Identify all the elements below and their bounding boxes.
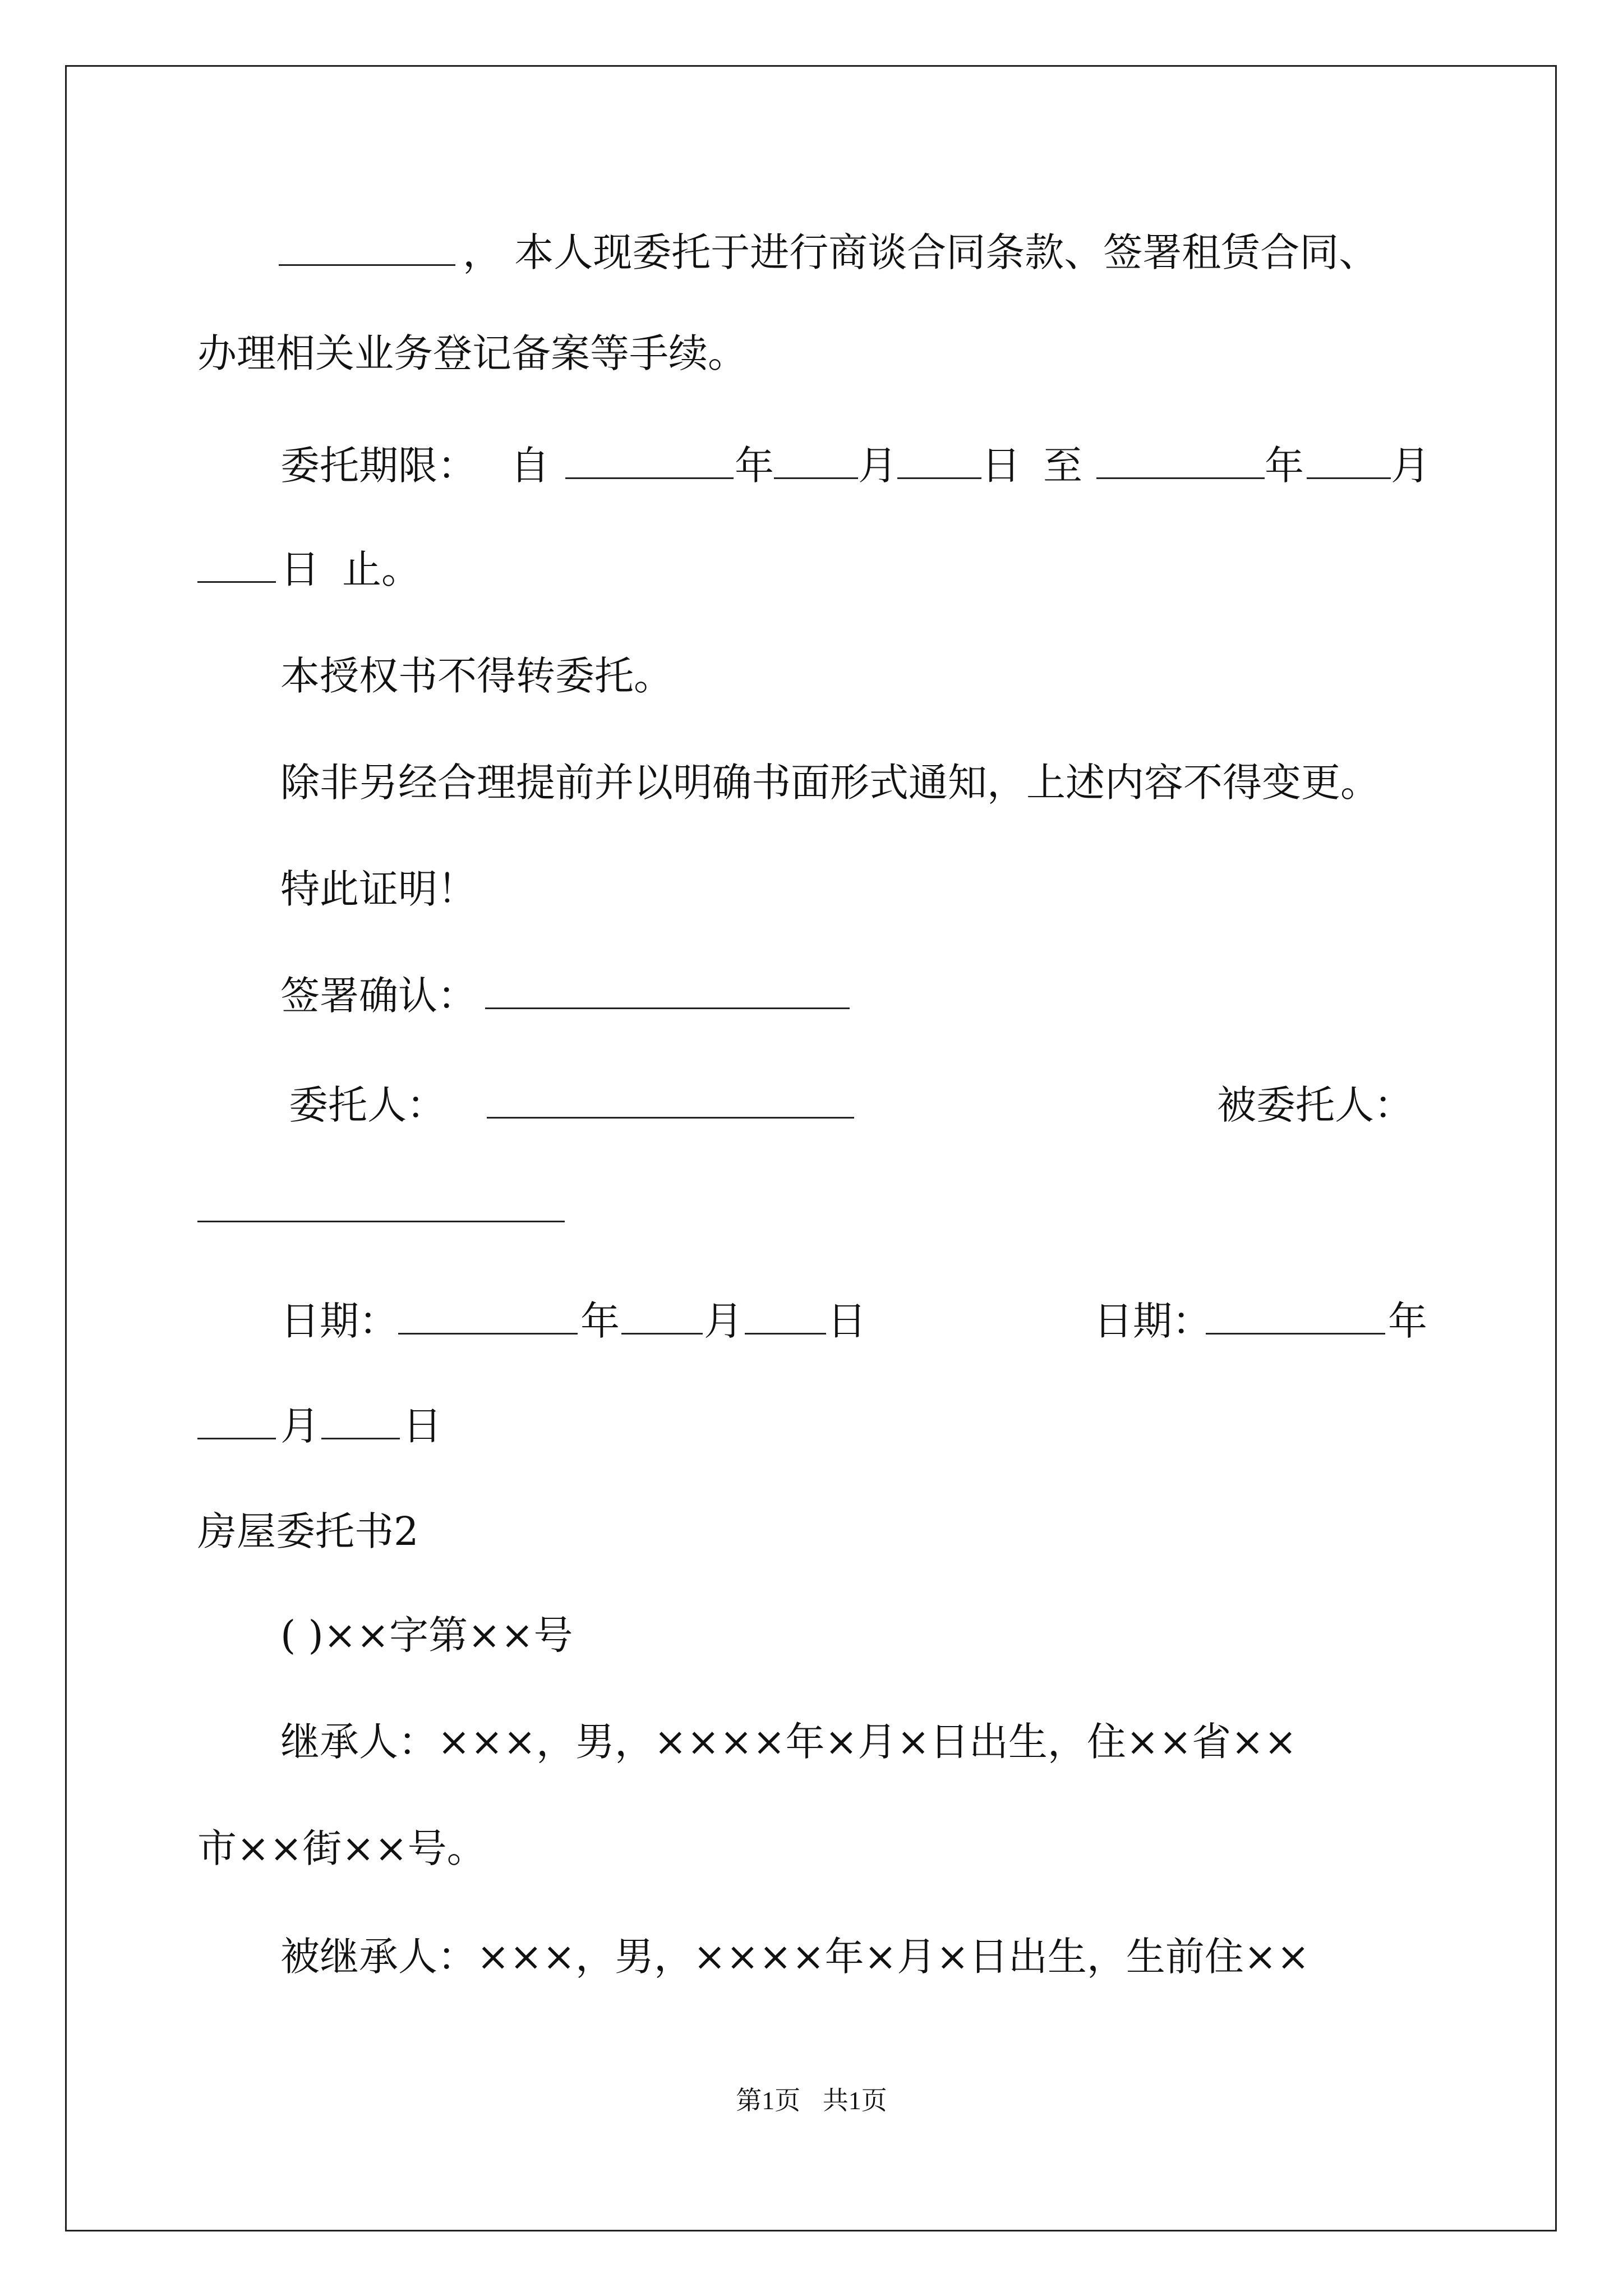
heir-line-1	[0, 1711, 1623, 1773]
heir-text-2: 市××街××号。	[197, 1825, 486, 1871]
blank-field	[897, 438, 981, 479]
intro-text-2: 办理相关业务登记备案等手续。	[197, 330, 747, 376]
blank-field	[279, 225, 455, 266]
intro-text-1: ， 本人现委托于进行商谈合同条款、签署租赁合同、	[463, 229, 1378, 275]
doc-number: ( )××字第××号	[280, 1612, 573, 1658]
date-year: 年	[580, 1298, 620, 1344]
term-line-1	[0, 435, 1623, 496]
blank-field	[197, 1181, 565, 1222]
footer-total: 共1页	[822, 2086, 887, 2115]
blank-field	[485, 968, 850, 1009]
term-to: 至	[1043, 443, 1082, 489]
date-label-2: 日期：	[1094, 1298, 1211, 1344]
blank-field	[774, 438, 858, 479]
heir-line-2	[0, 1818, 1623, 1879]
date-day-2: 日	[403, 1403, 442, 1449]
decedent-text-1: 被继承人：×××，男，××××年×月×日出生，生前住××	[280, 1934, 1310, 1980]
blank-field	[197, 542, 276, 583]
sign-line	[0, 965, 1623, 1027]
blank-field	[197, 1398, 276, 1439]
blank-field	[487, 1078, 854, 1119]
doc-number-line	[0, 1604, 1623, 1666]
blank-field	[621, 1294, 703, 1335]
blank-field	[321, 1398, 400, 1439]
term-from: 自	[510, 443, 550, 489]
blank-field	[1206, 1294, 1385, 1335]
page-footer	[0, 2084, 1623, 2118]
term-month-2: 月	[1391, 443, 1430, 489]
sign-label: 签署确认：	[280, 973, 477, 1019]
date-year-2: 年	[1388, 1298, 1427, 1344]
certify-line	[0, 858, 1623, 920]
term-end: 止。	[342, 546, 421, 592]
certify-text: 特此证明！	[280, 866, 477, 912]
heir-text-1: 继承人：×××，男，××××年×月×日出生，住××省××	[280, 1719, 1297, 1765]
blank-field	[1307, 438, 1391, 479]
date-label: 日期：	[280, 1298, 398, 1344]
blank-field	[398, 1294, 578, 1335]
agent-label: 被委托人：	[1217, 1082, 1413, 1128]
no-transfer-line	[0, 645, 1623, 707]
date-line-1	[0, 1290, 1623, 1352]
date-line-2	[0, 1395, 1623, 1457]
term-month: 月	[858, 443, 897, 489]
intro-line-2	[0, 323, 1623, 384]
no-transfer-text: 本授权书不得转委托。	[280, 653, 673, 699]
blank-field	[745, 1294, 826, 1335]
blank-field	[565, 438, 734, 479]
decedent-line-1	[0, 1926, 1623, 1987]
section2-title-line	[0, 1501, 1623, 1562]
principal-label: 委托人：	[289, 1082, 446, 1128]
page-border	[65, 65, 1557, 2231]
intro-line-1	[0, 222, 1623, 283]
parties-line	[0, 1074, 1623, 1136]
term-line-2	[0, 539, 1623, 600]
change-clause-text: 除非另经合理提前并以明确书面形式通知，上述内容不得变更。	[280, 760, 1380, 806]
footer-page: 第1页	[736, 2086, 801, 2115]
date-month-2: 月	[280, 1403, 320, 1449]
term-day-2: 日	[280, 546, 320, 592]
term-label: 委托期限：	[280, 443, 477, 489]
date-month: 月	[704, 1298, 743, 1344]
agent-blank-line	[0, 1178, 1623, 1240]
section2-title: 房屋委托书2	[197, 1508, 419, 1554]
term-day: 日	[981, 443, 1021, 489]
date-day: 日	[827, 1298, 866, 1344]
term-year-2: 年	[1265, 443, 1304, 489]
change-clause-line	[0, 752, 1623, 813]
blank-field	[1096, 438, 1265, 479]
term-year: 年	[735, 443, 774, 489]
